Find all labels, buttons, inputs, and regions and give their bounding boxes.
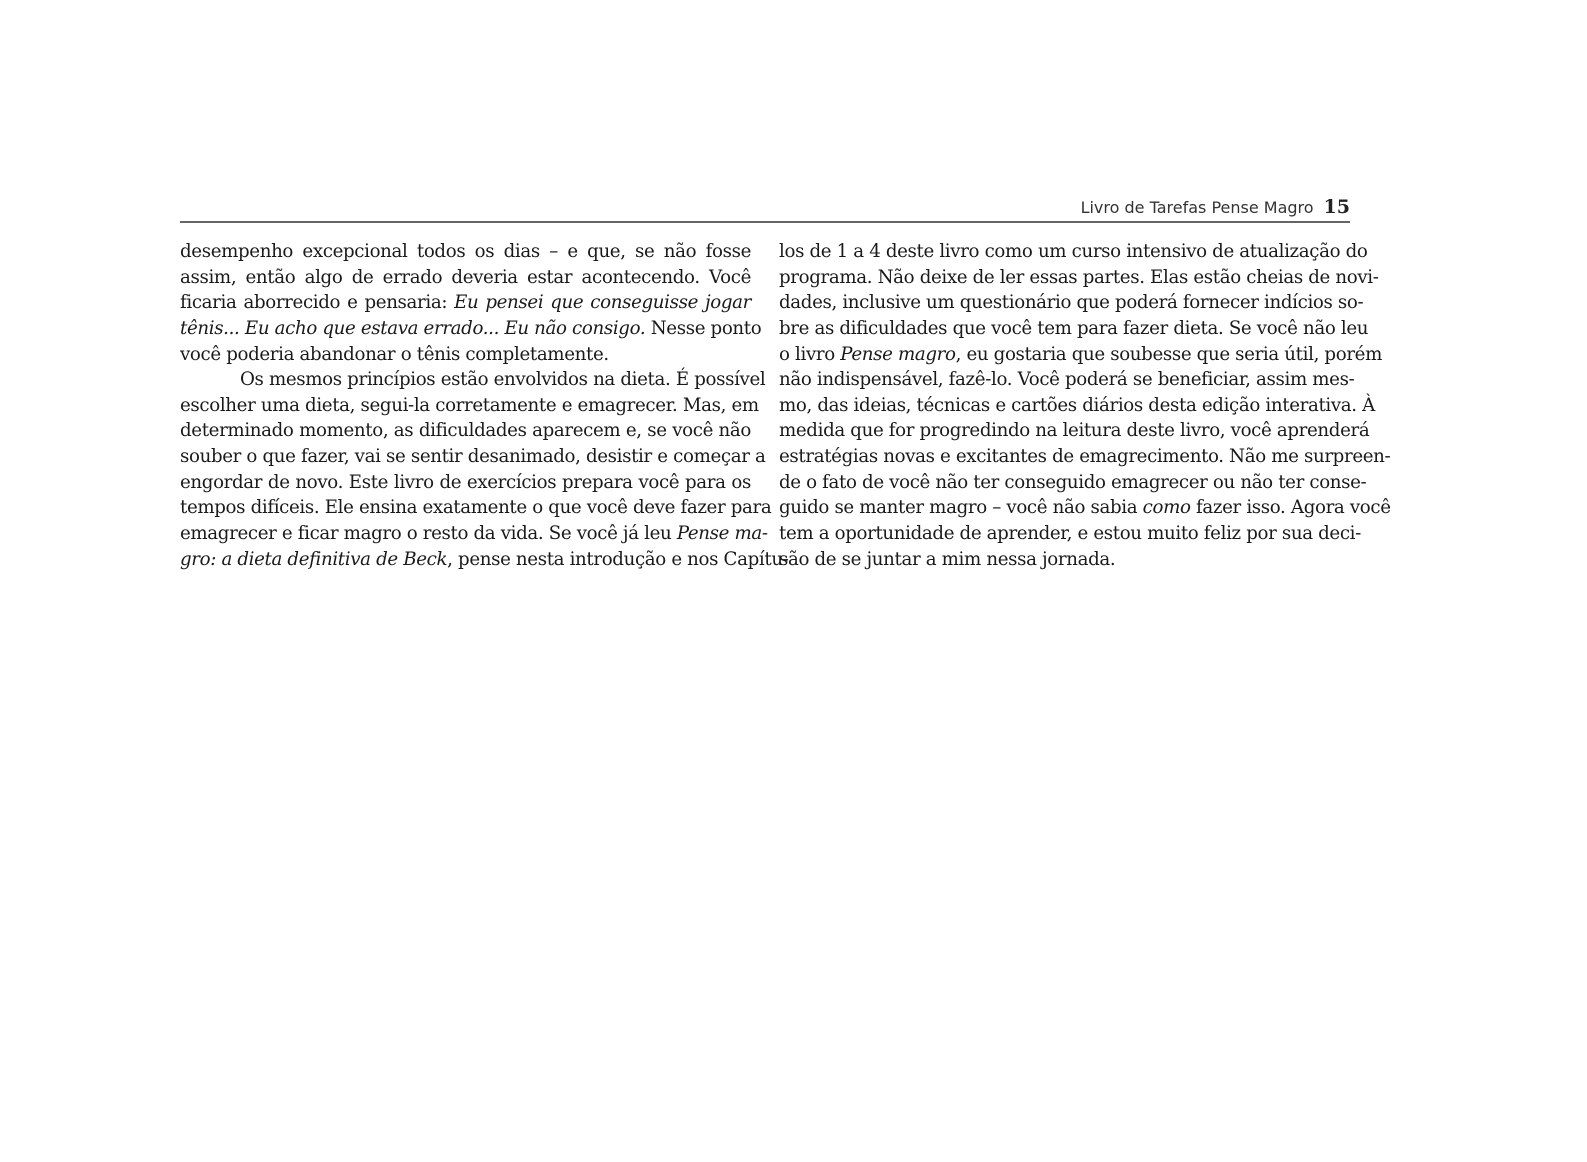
text-line [180,316,762,342]
body-text: de o fato de você não ter conseguido emagrecer ou não ter conse- [779,471,1367,493]
body-text: bre as dificuldades que você tem para fazer dieta. Se você não leu [779,317,1369,339]
text-line [180,265,751,291]
body-text: medida que for progredindo na leitura deste livro, você aprenderá [779,420,1370,442]
body-text: estratégias novas e excitantes de emagrecimento. Não me surpreen- [779,446,1391,468]
header-rule [180,221,1350,223]
text-line [779,393,1375,419]
body-text: o livro [779,343,841,365]
text-line [180,418,751,444]
running-title: Livro de Tarefas Pense Magro [1080,198,1314,217]
body-text: fazer isso. Agora você [1190,497,1391,519]
body-text: los de 1 a 4 deste livro como um curso intensivo de atualização do [779,241,1368,262]
body-text: tem a oportunidade de aprender, e estou muito feliz por sua deci- [779,523,1361,545]
text-line [180,547,789,573]
page-number: 15 [1323,196,1350,218]
italic-text: Pense ma- [676,523,768,545]
italic-text: tênis... Eu acho que estava errado... Eu não consigo. [180,317,646,339]
text-line [180,342,751,368]
italic-text: Pense magro [840,343,956,365]
italic-text: gro: a dieta definitiva de Beck [180,548,448,570]
text-line [779,547,1350,573]
text-line [779,316,1369,342]
body-text: guido se manter magro – você não sabia [779,497,1143,519]
body-text: ficaria aborrecido e pensaria: [180,292,455,314]
body-text: emagrecer e ficar magro o resto da vida. Se você já leu [180,523,677,545]
body-text: , pense nesta introdução e nos Capítu- [447,548,789,570]
text-line [180,521,768,547]
text-line [779,290,1364,316]
text-line [180,239,751,265]
body-text: Os mesmos princípios estão envolvidos na dieta. É possível [240,369,766,391]
body-text: desempenho excepcional todos os dias – e que, se não fosse [180,241,751,262]
body-text: não indispensável, fazê-lo. Você poderá se beneficiar, assim mes- [779,369,1355,391]
body-text: assim, então algo de errado deveria estar acontecendo. Você [180,266,751,288]
text-line [779,444,1391,470]
body-text: determinado momento, as dificuldades aparecem e, se você não [180,420,751,442]
italic-text: como [1142,497,1191,519]
text-line [779,265,1379,291]
body-text: escolher uma dieta, segui-la corretamente e emagrecer. Mas, em [180,394,759,416]
italic-text: Eu pensei que conseguisse jogar [454,292,751,314]
text-line [180,470,751,496]
body-text: , eu gostaria que soubesse que seria útil, porém [955,343,1382,365]
text-line [180,393,759,419]
body-text: souber o que fazer, vai se sentir desanimado, desistir e começar a [180,446,766,468]
running-header [180,196,1350,220]
text-column-right [779,239,1391,572]
body-text: Nesse ponto [645,317,762,339]
body-text: dades, inclusive um questionário que poderá fornecer indícios so- [779,292,1364,314]
text-line [779,495,1391,521]
body-text: tempos difíceis. Ele ensina exatamente o que você deve fazer para [180,497,772,519]
text-line [779,239,1368,265]
body-text: programa. Não deixe de ler essas partes. Elas estão cheias de novi- [779,266,1379,288]
text-line [779,342,1382,368]
text-column-left [180,239,789,572]
text-line [180,367,766,393]
text-line [779,418,1370,444]
body-text: são de se juntar a mim nessa jornada. [779,548,1116,570]
text-line [779,367,1355,393]
text-line [180,495,772,521]
body-text: mo, das ideias, técnicas e cartões diários desta edição interativa. À [779,394,1375,416]
text-line [180,444,766,470]
text-line [779,470,1367,496]
body-text: você poderia abandonar o tênis completamente. [180,343,609,365]
body-text: engordar de novo. Este livro de exercícios prepara você para os [180,471,751,493]
text-line [180,290,751,316]
text-line [779,521,1361,547]
